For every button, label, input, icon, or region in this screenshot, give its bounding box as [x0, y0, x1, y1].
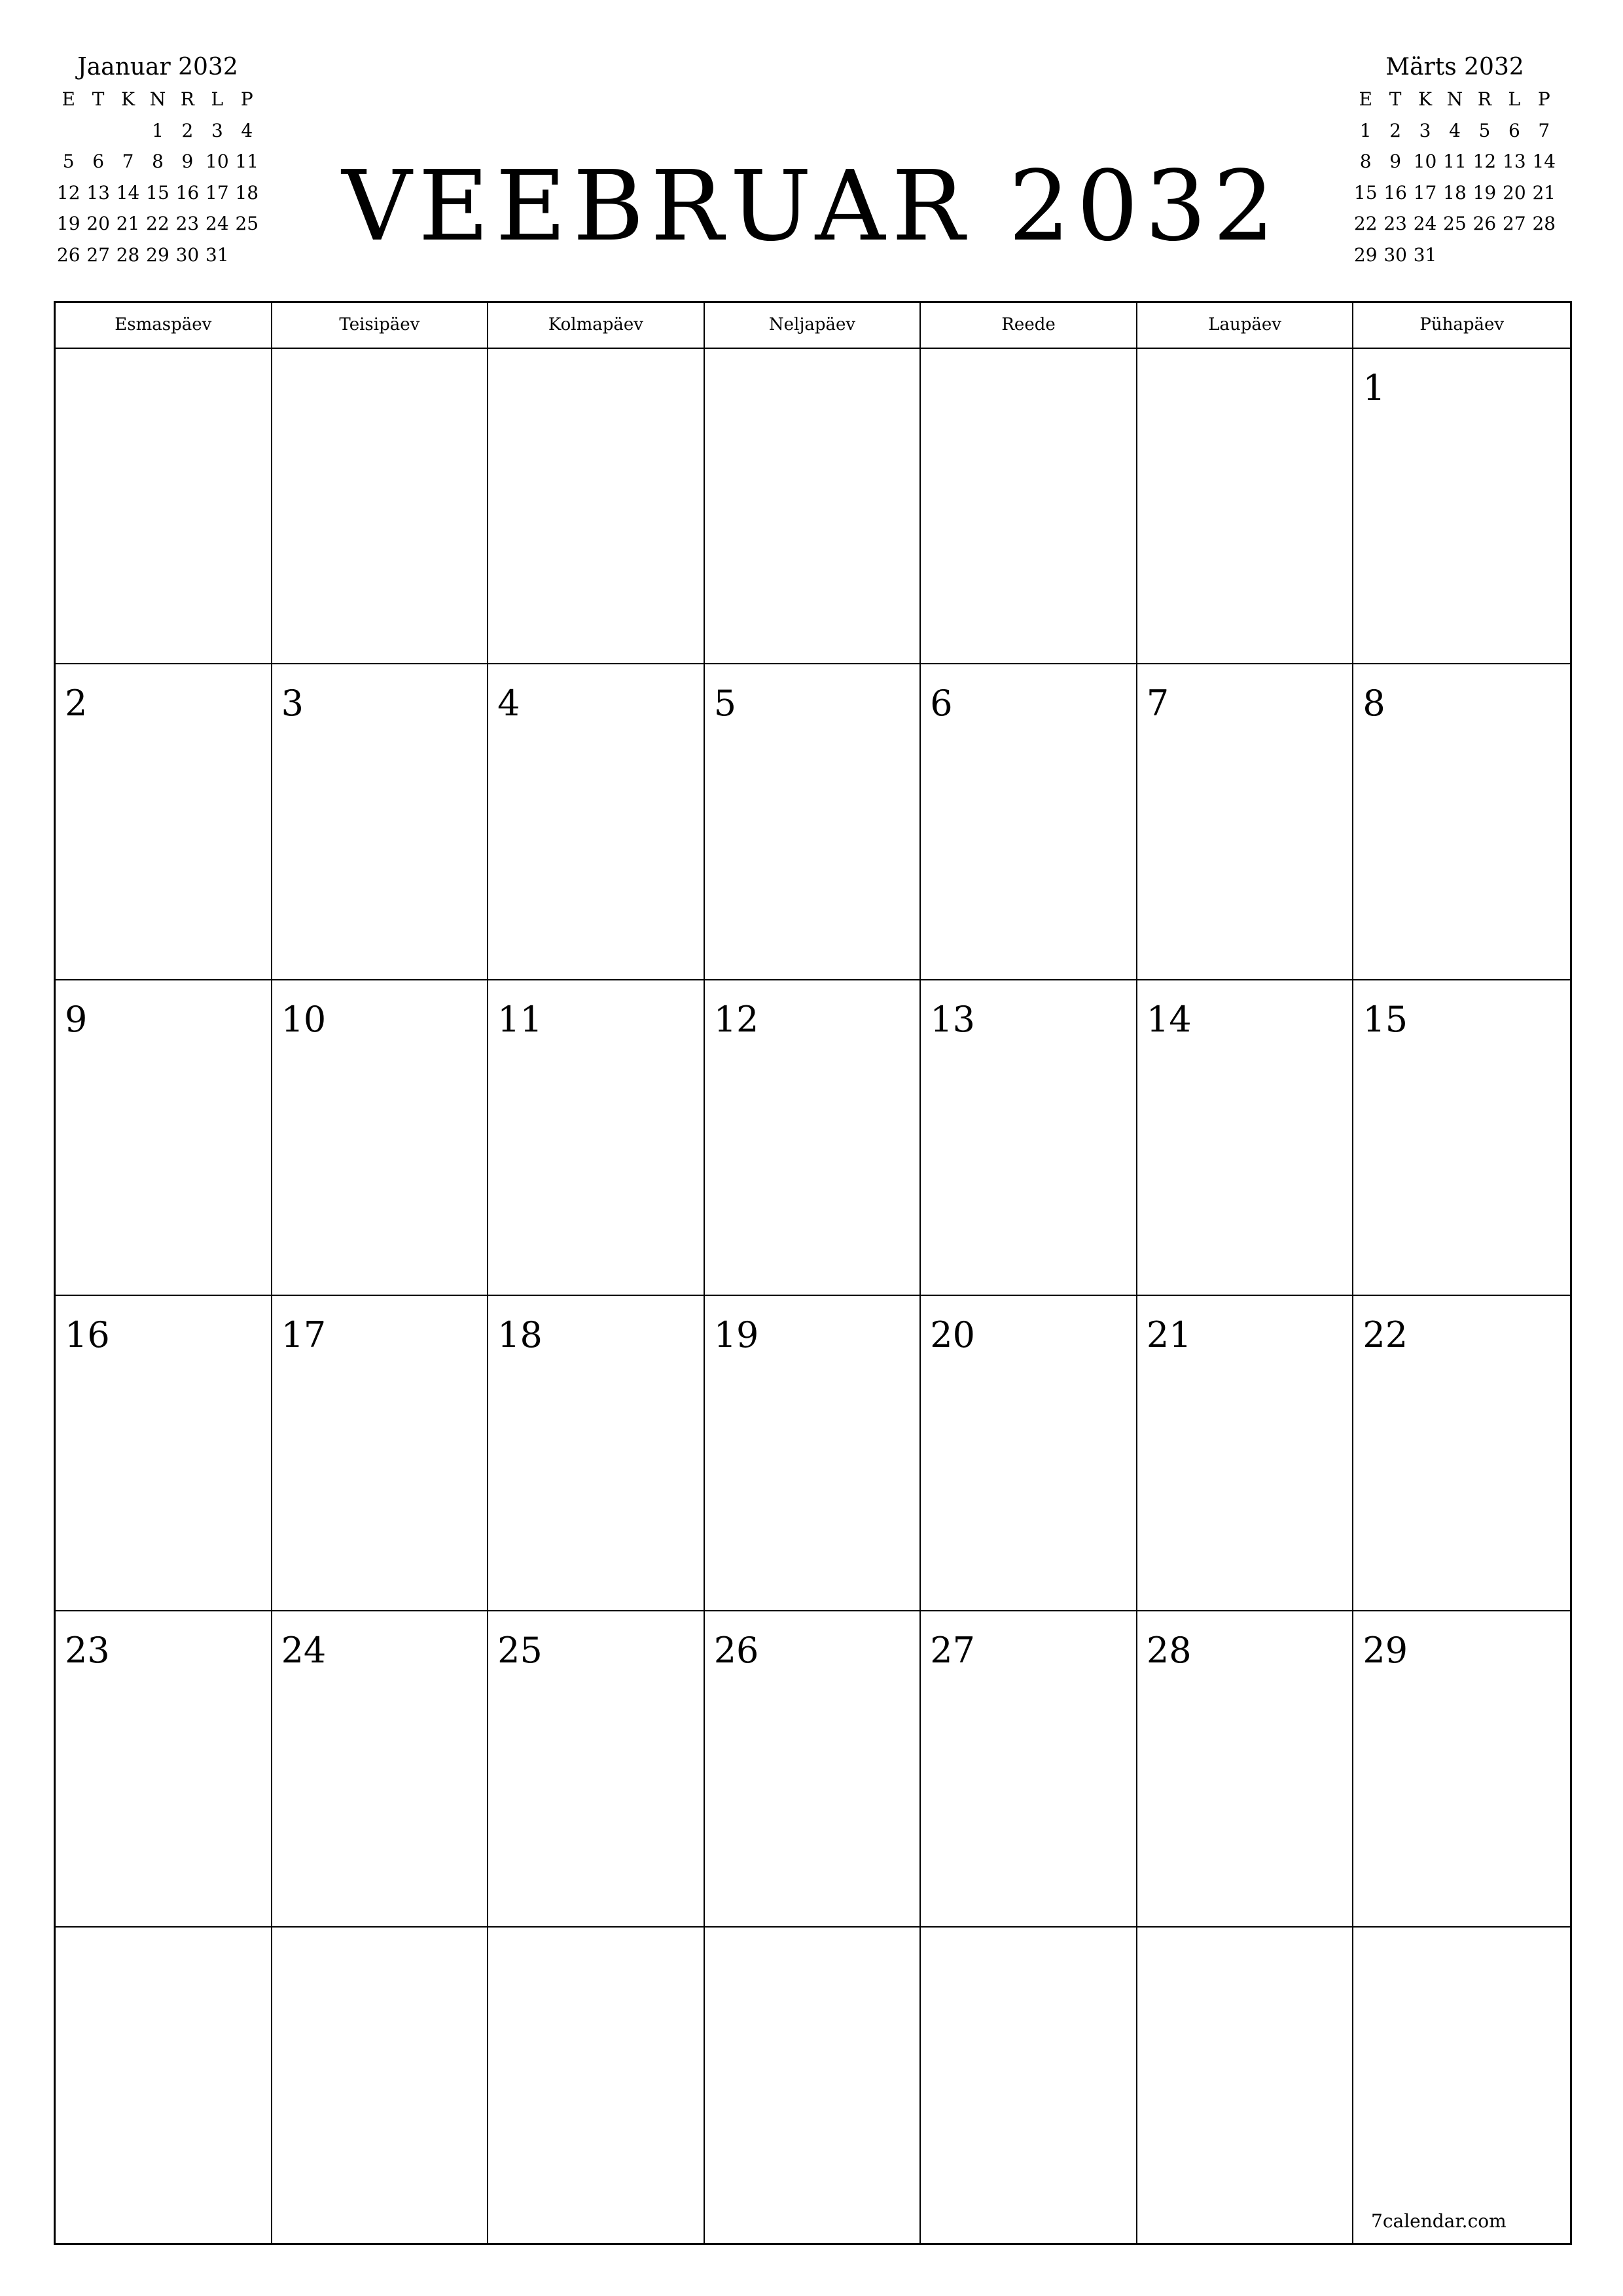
day-number: 23 [65, 1630, 110, 1672]
mini-day [113, 115, 143, 147]
day-number: 7 [1146, 683, 1169, 725]
day-cell[interactable] [488, 664, 705, 980]
day-number: 25 [497, 1630, 543, 1672]
day-cell[interactable] [272, 1611, 489, 1927]
day-cell[interactable] [705, 980, 921, 1296]
mini-weekday-label: P [240, 88, 253, 110]
mini-weekday-label: N [1446, 88, 1463, 110]
day-cell[interactable] [488, 1296, 705, 1611]
day-number: 22 [1363, 1314, 1408, 1355]
mini-day: 22 [1353, 213, 1378, 234]
mini-day: 27 [86, 243, 110, 266]
mini-day: 18 [1443, 181, 1467, 204]
weekday-header: Pühapäev [1353, 303, 1570, 349]
day-cell[interactable] [1137, 1928, 1354, 2243]
mini-day: 10 [1413, 151, 1437, 172]
page-title: VEEBRUAR 2032 [342, 150, 1281, 262]
mini-day: 1 [152, 119, 164, 141]
day-cell[interactable] [1137, 1296, 1354, 1611]
mini-day [232, 240, 262, 271]
day-cell[interactable] [705, 1296, 921, 1611]
mini-day: 26 [56, 243, 80, 266]
day-cell[interactable] [921, 664, 1137, 980]
day-cell[interactable] [56, 1928, 272, 2243]
mini-day: 11 [1443, 151, 1467, 172]
day-number: 4 [497, 683, 520, 725]
mini-day: 8 [1359, 151, 1372, 172]
day-cell[interactable] [921, 1296, 1137, 1611]
day-cell[interactable] [705, 349, 921, 664]
day-number: 21 [1146, 1314, 1192, 1355]
mini-day: 24 [1413, 213, 1437, 234]
day-cell[interactable] [1353, 664, 1570, 980]
day-cell[interactable] [1353, 349, 1570, 664]
day-cell[interactable] [56, 349, 272, 664]
day-cell[interactable] [1353, 1611, 1570, 1927]
mini-day: 20 [1503, 181, 1526, 204]
mini-day: 25 [1443, 213, 1467, 234]
day-cell[interactable] [272, 1296, 489, 1611]
weekday-header: Reede [921, 303, 1137, 349]
mini-weekday-label: K [121, 88, 135, 110]
mini-day: 12 [56, 181, 80, 204]
mini-day: 16 [1383, 181, 1407, 204]
mini-day [1529, 240, 1559, 271]
mini-weekday-label: L [1508, 88, 1521, 110]
mini-weekday-label: L [211, 88, 224, 110]
day-number: 11 [497, 998, 543, 1040]
weekday-header: Kolmapäev [488, 303, 705, 349]
mini-day: 21 [116, 213, 140, 234]
day-cell[interactable] [1353, 1296, 1570, 1611]
mini-day: 17 [1413, 181, 1437, 204]
day-cell[interactable] [921, 980, 1137, 1296]
day-number: 16 [65, 1314, 110, 1355]
day-number: 6 [930, 683, 953, 725]
day-cell[interactable] [705, 664, 921, 980]
day-cell[interactable] [921, 349, 1137, 664]
day-cell[interactable] [272, 664, 489, 980]
mini-calendar-grid [1351, 84, 1559, 270]
mini-weekday-label: N [149, 88, 166, 110]
mini-day: 28 [116, 243, 140, 266]
mini-day: 9 [181, 151, 194, 172]
mini-day: 19 [1472, 181, 1497, 204]
day-cell[interactable] [488, 1611, 705, 1927]
day-cell[interactable] [705, 1611, 921, 1927]
mini-day: 14 [116, 181, 140, 204]
mini-day: 19 [56, 213, 80, 234]
mini-weekday-label: T [92, 88, 105, 110]
mini-day: 2 [181, 119, 194, 141]
mini-day: 15 [1353, 181, 1378, 204]
day-cell[interactable] [56, 1296, 272, 1611]
day-cell[interactable] [705, 1928, 921, 2243]
mini-day [1470, 240, 1499, 271]
mini-day: 21 [1532, 181, 1556, 204]
mini-day: 11 [235, 151, 259, 172]
mini-day: 14 [1532, 151, 1556, 172]
weekday-header: Neljapäev [705, 303, 921, 349]
day-number: 20 [930, 1314, 975, 1355]
day-cell[interactable] [488, 349, 705, 664]
day-cell[interactable] [56, 1611, 272, 1927]
mini-day: 12 [1472, 151, 1497, 172]
mini-calendar-title: Märts 2032 [1385, 54, 1524, 81]
day-cell[interactable] [56, 664, 272, 980]
day-number: 27 [930, 1630, 975, 1672]
day-number: 18 [497, 1314, 543, 1355]
weekday-header: Laupäev [1137, 303, 1354, 349]
mini-calendar-previous-month [54, 51, 262, 270]
day-cell[interactable] [921, 1928, 1137, 2243]
day-number: 9 [65, 998, 88, 1040]
day-cell[interactable] [921, 1611, 1137, 1927]
day-number: 13 [930, 998, 975, 1040]
day-number: 24 [281, 1630, 327, 1672]
mini-day: 4 [1449, 119, 1461, 141]
day-number: 5 [713, 683, 737, 725]
footer-link[interactable]: 7calendar.com [1371, 2210, 1507, 2232]
mini-day: 17 [205, 181, 229, 204]
day-cell[interactable] [1353, 1928, 1570, 2243]
mini-calendar-grid [54, 84, 262, 270]
mini-day: 16 [175, 181, 200, 204]
day-number: 29 [1363, 1630, 1408, 1672]
mini-day: 5 [62, 151, 75, 172]
mini-day: 31 [1413, 243, 1437, 266]
mini-day: 29 [146, 243, 169, 266]
day-number: 3 [281, 683, 304, 725]
day-cell[interactable] [1137, 980, 1354, 1296]
mini-day: 29 [1353, 243, 1378, 266]
mini-weekday-label: K [1418, 88, 1433, 110]
mini-day: 20 [86, 213, 110, 234]
mini-weekday-label: R [1477, 88, 1491, 110]
mini-day: 30 [175, 243, 200, 266]
mini-day: 5 [1478, 119, 1491, 141]
day-number: 12 [713, 998, 759, 1040]
day-number: 28 [1146, 1630, 1192, 1672]
mini-day: 13 [86, 181, 110, 204]
day-number: 2 [65, 683, 88, 725]
mini-day: 7 [1538, 119, 1550, 141]
weekday-header: Esmaspäev [56, 303, 272, 349]
mini-weekday-label: T [1389, 88, 1402, 110]
mini-weekday-label: R [180, 88, 194, 110]
mini-day: 10 [205, 151, 229, 172]
mini-day: 8 [152, 151, 164, 172]
mini-day: 23 [175, 213, 200, 234]
mini-calendar-next-month [1351, 51, 1559, 270]
mini-day [54, 115, 83, 147]
day-cell[interactable] [1353, 980, 1570, 1296]
mini-day: 4 [241, 119, 253, 141]
mini-calendar-title: Jaanuar 2032 [77, 54, 238, 81]
mini-day: 30 [1383, 243, 1407, 266]
day-number: 1 [1363, 367, 1385, 408]
day-number: 8 [1363, 683, 1385, 725]
day-number: 10 [281, 998, 327, 1040]
mini-day: 3 [211, 119, 223, 141]
mini-day: 15 [146, 181, 169, 204]
mini-day: 24 [205, 213, 229, 234]
day-cell[interactable] [1137, 1611, 1354, 1927]
mini-weekday-label: E [1359, 88, 1372, 110]
day-cell[interactable] [488, 1928, 705, 2243]
mini-day: 13 [1503, 151, 1526, 172]
day-cell[interactable] [1137, 664, 1354, 980]
mini-day: 6 [1508, 119, 1520, 141]
mini-day [1499, 240, 1529, 271]
mini-day: 26 [1472, 213, 1497, 234]
day-cell[interactable] [488, 980, 705, 1296]
mini-day: 7 [122, 151, 134, 172]
mini-day: 9 [1389, 151, 1402, 172]
day-cell[interactable] [272, 980, 489, 1296]
day-cell[interactable] [272, 1928, 489, 2243]
mini-day: 31 [205, 243, 229, 266]
month-grid [54, 301, 1572, 2245]
day-number: 19 [713, 1314, 759, 1355]
mini-weekday-label: P [1537, 88, 1550, 110]
mini-weekday-label: E [62, 88, 75, 110]
mini-day [1440, 240, 1469, 271]
day-number: 15 [1363, 998, 1408, 1040]
day-cell[interactable] [1137, 349, 1354, 664]
mini-day: 28 [1532, 213, 1556, 234]
mini-day: 3 [1419, 119, 1431, 141]
mini-day: 18 [235, 181, 259, 204]
mini-day: 23 [1383, 213, 1407, 234]
day-number: 17 [281, 1314, 327, 1355]
day-cell[interactable] [56, 980, 272, 1296]
mini-day [83, 115, 113, 147]
mini-day: 25 [235, 213, 259, 234]
mini-day: 27 [1503, 213, 1526, 234]
day-number: 26 [713, 1630, 759, 1672]
weekday-header: Teisipäev [272, 303, 489, 349]
mini-day: 22 [146, 213, 169, 234]
mini-day: 1 [1359, 119, 1372, 141]
mini-day: 6 [92, 151, 105, 172]
day-number: 14 [1146, 998, 1192, 1040]
day-cell[interactable] [272, 349, 489, 664]
mini-day: 2 [1389, 119, 1402, 141]
